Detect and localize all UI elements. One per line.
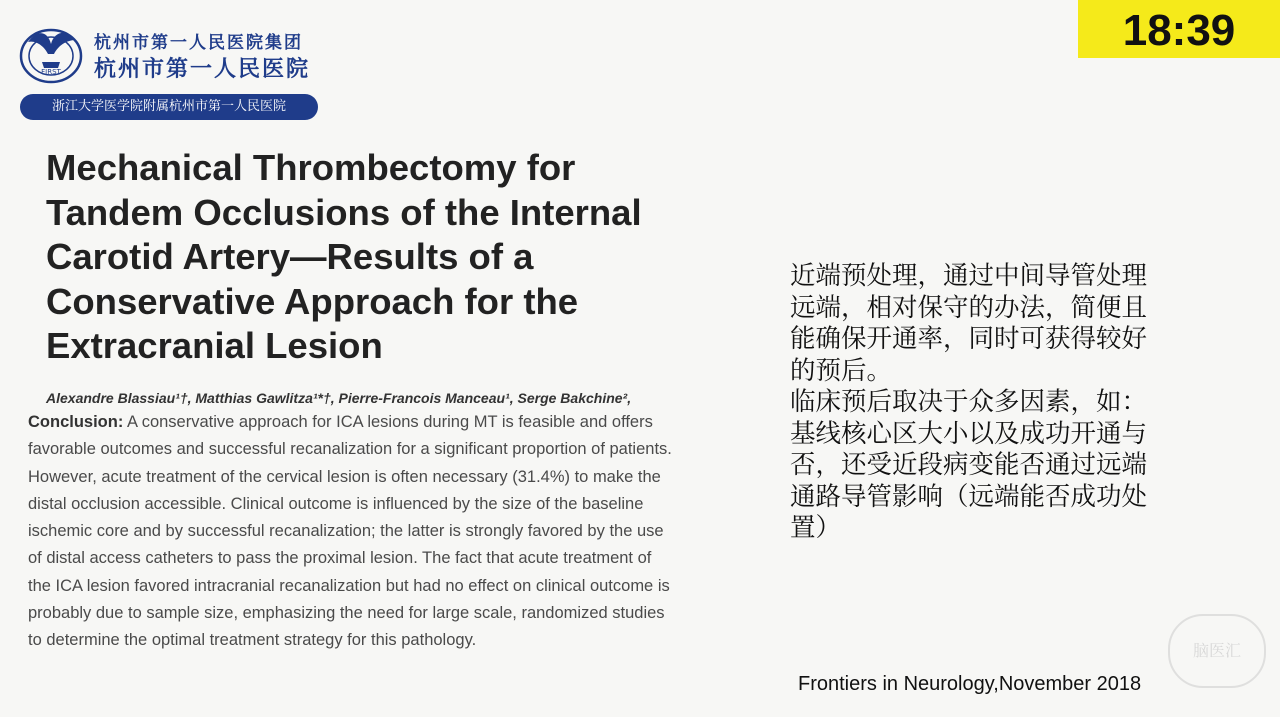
hospital-logo-block — [14, 22, 334, 122]
affiliation-badge: 浙江大学医学院附属杭州市第一人民医院 — [20, 94, 318, 120]
clock-display: 18:39 — [1078, 0, 1280, 58]
commentary-line: 能确保开通率，同时可获得较好 — [790, 324, 1148, 354]
commentary-line: 的预后。 — [790, 355, 893, 386]
hospital-emblem-icon — [14, 22, 88, 86]
paper-title-line: Carotid Artery—Results of a — [46, 236, 534, 277]
abstract-line: the ICA lesion favored intracranial recanalization but had no effect on clinical outcome is — [28, 576, 670, 595]
abstract-line: ischemic core and by successful recanalization; the latter is strongly favored by the use — [28, 522, 664, 541]
abstract-line: However, acute treatment of the cervical lesion is often necessary (31.4%) to make the — [28, 467, 661, 486]
abstract-text: A conservative approach for ICA lesions during MT is feasible and offers — [127, 413, 653, 431]
journal-citation: Frontiers in Neurology,November 2018 — [798, 673, 1142, 695]
commentary-line: 远端，相对保守的办法，简便且 — [790, 292, 1148, 323]
logo-first-label — [36, 66, 66, 76]
org-group-name: 杭州市第一人民医院集团 — [94, 33, 303, 53]
abstract-conclusion — [28, 409, 768, 655]
svg-text:FIRST: FIRST — [41, 68, 61, 76]
paper-title-line: Mechanical Thrombectomy for — [46, 147, 576, 188]
commentary-line: 通路导管影响（远端能否成功处 — [790, 481, 1148, 512]
paper-title-line: Extracranial Lesion — [46, 325, 383, 366]
abstract-line: to determine the optimal treatment strategy for this pathology. — [28, 631, 477, 650]
commentary-line: 近端预处理，通过中间导管处理 — [790, 261, 1148, 291]
hospital-name: 杭州市第一人民医院 — [94, 56, 311, 82]
commentary-line: 置） — [790, 513, 842, 543]
abstract-line: distal occlusion accessible. Clinical outcome is influenced by the size of the baseline — [28, 494, 644, 513]
conclusion-label: Conclusion: — [28, 413, 124, 431]
channel-watermark: 脑医汇 — [1168, 614, 1266, 688]
abstract-line: of distal access catheters to pass the proximal lesion. The fact that acute treatment of — [28, 549, 652, 568]
abstract-line: favorable outcomes and successful recanalization for a significant proportion of patients. — [28, 440, 672, 459]
commentary-note — [790, 261, 1260, 545]
abstract-line: probably due to sample size, emphasizing the need for large scale, randomized studies — [28, 604, 665, 623]
paper-title-line: Tandem Occlusions of the Internal — [46, 191, 642, 233]
paper-title — [46, 146, 726, 369]
commentary-line: 临床预后取决于众多因素，如： — [790, 387, 1148, 417]
commentary-line: 否，还受近段病变能否通过远端 — [790, 450, 1148, 480]
paper-authors: Alexandre Blassiau¹†, Matthias Gawlitza¹*†, Pierre-Francois Manceau¹, Serge Bakchine², — [46, 390, 632, 406]
paper-title-line: Conservative Approach for the — [46, 280, 579, 322]
abstract-line — [28, 409, 768, 436]
commentary-line: 基线核心区大小以及成功开通与 — [790, 418, 1148, 449]
